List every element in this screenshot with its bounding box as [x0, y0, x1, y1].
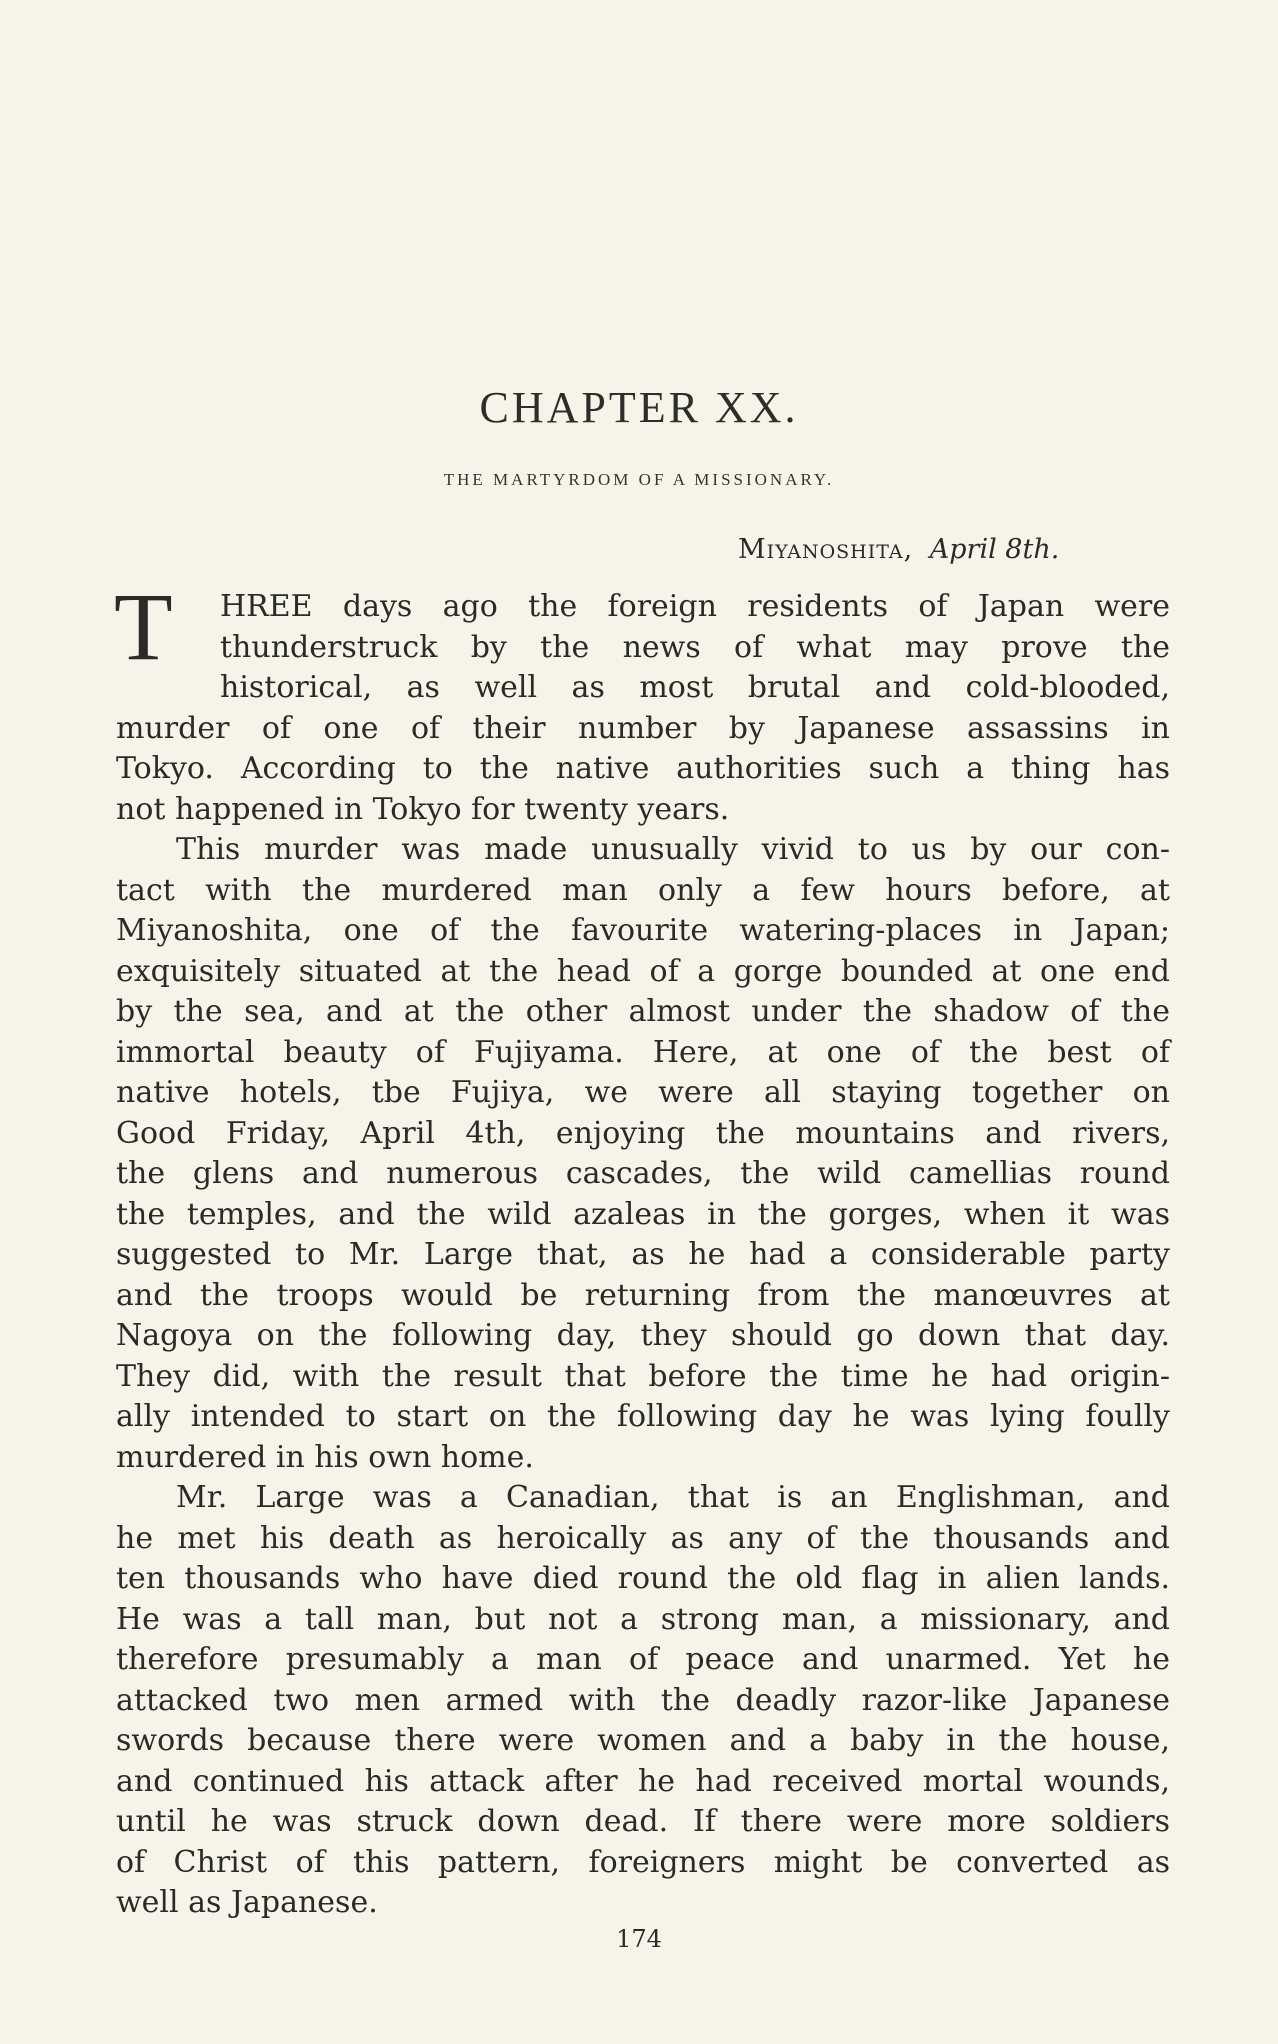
text-line: They did, with the result that before the time he had origin- [116, 1358, 1170, 1394]
paragraph-1 [114, 573, 1170, 830]
text-line: not happened in Tokyo for twenty years. [116, 791, 730, 827]
text-line: and the troops would be returning from the manœuvres at [116, 1277, 1170, 1313]
drop-cap: T [114, 573, 173, 680]
text-line: thunderstruck by the news of what may prove the [220, 629, 1170, 665]
dateline [738, 534, 1059, 565]
chapter-title: CHAPTER XX. [479, 383, 799, 432]
text-line: tact with the murdered man only a few hours before, at [116, 872, 1170, 908]
text-line: of Christ of this pattern, foreigners might be converted as [116, 1844, 1170, 1880]
paragraph-3 [116, 1478, 1170, 1924]
text-line: until he was struck down dead. If there were more soldiers [116, 1804, 1170, 1839]
chapter-subtitle: THE MARTYRDOM OF A MISSIONARY. [443, 470, 835, 489]
text-line: the glens and numerous cascades, the wild camellias round [116, 1156, 1170, 1191]
text-line: by the sea, and at the other almost under the shadow of the [116, 994, 1170, 1029]
paragraph-2 [116, 830, 1170, 1478]
text-line: well as Japanese. [116, 1885, 378, 1920]
text-line: suggested to Mr. Large that, as he had a considerable party [116, 1237, 1170, 1272]
text-line: Nagoya on the following day, they should go down that day. [116, 1318, 1170, 1353]
text-line: Mr. Large was a Canadian, that is an Englishman, and [176, 1480, 1170, 1515]
text-line: This murder was made unusually vivid to us by our con- [176, 832, 1170, 867]
text-line: ten thousands who have died round the old flag in alien lands. [116, 1561, 1170, 1596]
text-line: swords because there were women and a baby in the house, [116, 1723, 1170, 1758]
dateline-date: April 8th. [929, 534, 1060, 565]
body-text [114, 573, 1170, 1924]
text-line: murdered in his own home. [116, 1439, 534, 1475]
text-line: historical, as well as most brutal and cold-blooded, [220, 670, 1170, 705]
text-line: He was a tall man, but not a strong man, a missionary, and [116, 1601, 1170, 1637]
text-line: immortal beauty of Fujiyama. Here, at one of the best of [116, 1034, 1170, 1070]
dateline-place: Miyanoshita, [738, 534, 914, 565]
text-line: the temples, and the wild azaleas in the gorges, when it was [116, 1196, 1170, 1232]
text-line: Tokyo. According to the native authorities such a thing has [116, 751, 1170, 786]
text-line: native hotels, tbe Fujiya, we were all staying together on [116, 1075, 1170, 1110]
text-line: Good Friday, April 4th, enjoying the mountains and rivers, [116, 1115, 1170, 1151]
text-line: therefore presumably a man of peace and unarmed. Yet he [116, 1642, 1170, 1677]
page-number: 174 [616, 1925, 662, 1953]
text-line: he met his death as heroically as any of the thousands and [116, 1520, 1170, 1556]
text-line: attacked two men armed with the deadly razor-like Japanese [116, 1682, 1170, 1718]
text-line: ally intended to start on the following day he was lying foully [116, 1399, 1170, 1434]
text-line: and continued his attack after he had received mortal wounds, [116, 1763, 1170, 1799]
text-line: Miyanoshita, one of the favourite watering-places in Japan; [116, 913, 1170, 948]
text-line: murder of one of their number by Japanese assassins in [116, 710, 1170, 746]
text-line: exquisitely situated at the head of a gorge bounded at one end [116, 953, 1170, 989]
text-line: HREE days ago the foreign residents of Japan were [220, 589, 1170, 624]
